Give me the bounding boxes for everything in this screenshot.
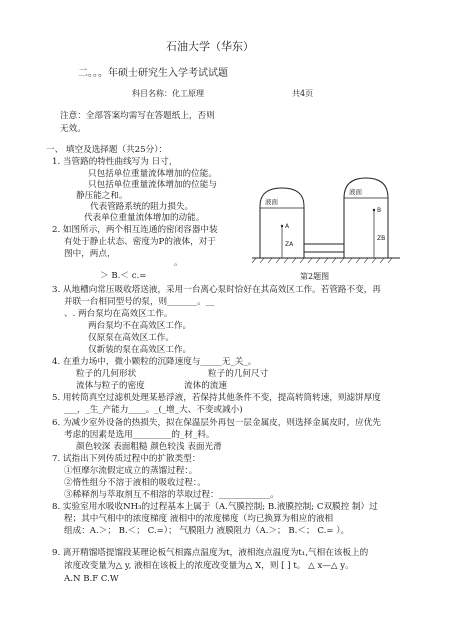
page-count: 共4页	[292, 89, 314, 98]
q1-option-b-cont: 静压能之和。	[76, 191, 128, 201]
q4-option-c: 流体与粒子的密度	[76, 381, 145, 391]
q1-option-d: 代表单位重量流体增加的动能。	[84, 213, 205, 223]
q7-item-1: ①恒摩尔流假定成立的蒸馏过程：。	[64, 466, 198, 476]
fig-right-liquid-label: 液面	[349, 188, 362, 196]
q4-option-d: 流体的流速	[184, 381, 227, 391]
q9-options: A.N B.F C.W	[64, 574, 119, 584]
q3-option-d: 仅新装的泵在高效区工作。	[88, 345, 192, 355]
q2-figure-caption: 第2题图	[300, 272, 330, 281]
q2-dot: 。	[174, 258, 183, 268]
q7-item-2: ②惰性组分不溶于液相的吸收过程：。	[64, 478, 206, 488]
q3-option-a: 、. 两台泵均在高效区工作。	[64, 309, 173, 319]
q8-line-3: 组成：A.＞； B.＜； C.=）； 气膜阻力 液膜阻力（A.＞； B.＜； C.= ）。	[64, 526, 350, 536]
q1-option-a: 只包括单位重量流体增加的位能。	[88, 169, 217, 179]
q4-option-b: 粒子的几何尺寸	[208, 369, 269, 379]
q3-option-c: 仅原泵在高效区工作。	[88, 333, 174, 343]
notice-line-2: 无效。	[60, 124, 86, 134]
q5-line-1: 5. 用转筒真空过滤机处理某悬浮液，若保持其他条件不变，提高转筒转速，则滤饼厚度	[52, 393, 381, 403]
q2-options: ＞ B.＜ c.=	[100, 271, 147, 281]
section-heading: 一、 填空及选择题（共25分）：	[46, 145, 168, 155]
q9-line-1: 9. 离开精馏塔提馏段某理论板气相露点温度为t，液相泡点温度为t₁,气相在该板上的	[52, 548, 369, 558]
fig-z-b: ZB	[377, 235, 386, 242]
university-name: 石油大学（华东）	[166, 40, 254, 53]
q4-line-1: 4. 在重力场中，微小颗粒的沉降速度与_____无_关_。	[52, 357, 257, 367]
q7-line-1: 7. 试指出下列传质过程中的扩散类型：	[52, 454, 201, 464]
q3-line-1: 3. 从地槽向常压吸收塔送液，采用一台离心泵时恰好在其高效区工作。若管路不变，再	[52, 285, 381, 295]
q3-line-2: 并联一台相同型号的泵，则_______。__	[64, 297, 215, 307]
q8-line-1: 8. 实验室用水吸收NH₃的过程基本上属于（A.气膜控制; B.液膜控制; C双膜控 制）过	[52, 502, 378, 512]
q1-stem: 1. 当管路的特性曲线写为 日寸，	[52, 157, 178, 167]
fig-point-a: A	[285, 223, 290, 230]
q1-option-b: 只包括单位重量流体增加的位能与	[88, 180, 217, 190]
fig-z-a: ZA	[285, 241, 294, 248]
notice-line-1: 注意：全部答案均需写在答题纸上，否则	[60, 111, 215, 121]
fig-left-liquid-label: 液面	[265, 198, 278, 206]
q2-line-2: 有处于静止状态、密度为P的液体，对于	[64, 237, 216, 247]
q6-line-2: 考虑的因素是选用_________的_材_料。	[64, 430, 215, 440]
fig-point-b: B	[377, 207, 382, 214]
q2-figure	[252, 170, 402, 270]
exam-title: 二。。。年硕士研究生入学考试试题	[78, 68, 228, 79]
q5-line-2: ___，_生_产能力____。_(_增_大、不变或减小)	[64, 405, 243, 415]
q7-item-3: ③稀释剂与萃取剂互不相溶的萃取过程：____________。	[64, 490, 279, 500]
q2-line-3: 图中，两点，	[64, 249, 116, 259]
q8-line-2: 程；其中气相中的浓度梯度 液相中的浓度梯度（均已换算为相应的液相	[64, 514, 334, 524]
q6-options: 颜色较深 表面粗糙 颜色较浅 表面光滑	[76, 442, 222, 452]
q9-line-2: 浓度改变量为△ y, 液相在该板上的浓度改变量为△ X，则 [ ] t。 △ x—△ y。	[64, 561, 354, 571]
subject-name: 科目名称：化工原理	[132, 89, 204, 98]
q1-option-c: 代表管路系统的阻力损失。	[90, 202, 194, 212]
q2-line-1: 2. 如图所示，两个相互连通的密闭容器中装	[52, 225, 218, 235]
q3-option-b: 两台泵均不在高效区工作。	[88, 321, 192, 331]
q4-option-a: 粒子的几何形状	[76, 369, 137, 379]
q6-line-1: 6. 为减少室外设备的热损失，拟在保温层外再包一层金属皮，则选择金属皮时，应优先	[52, 418, 381, 428]
